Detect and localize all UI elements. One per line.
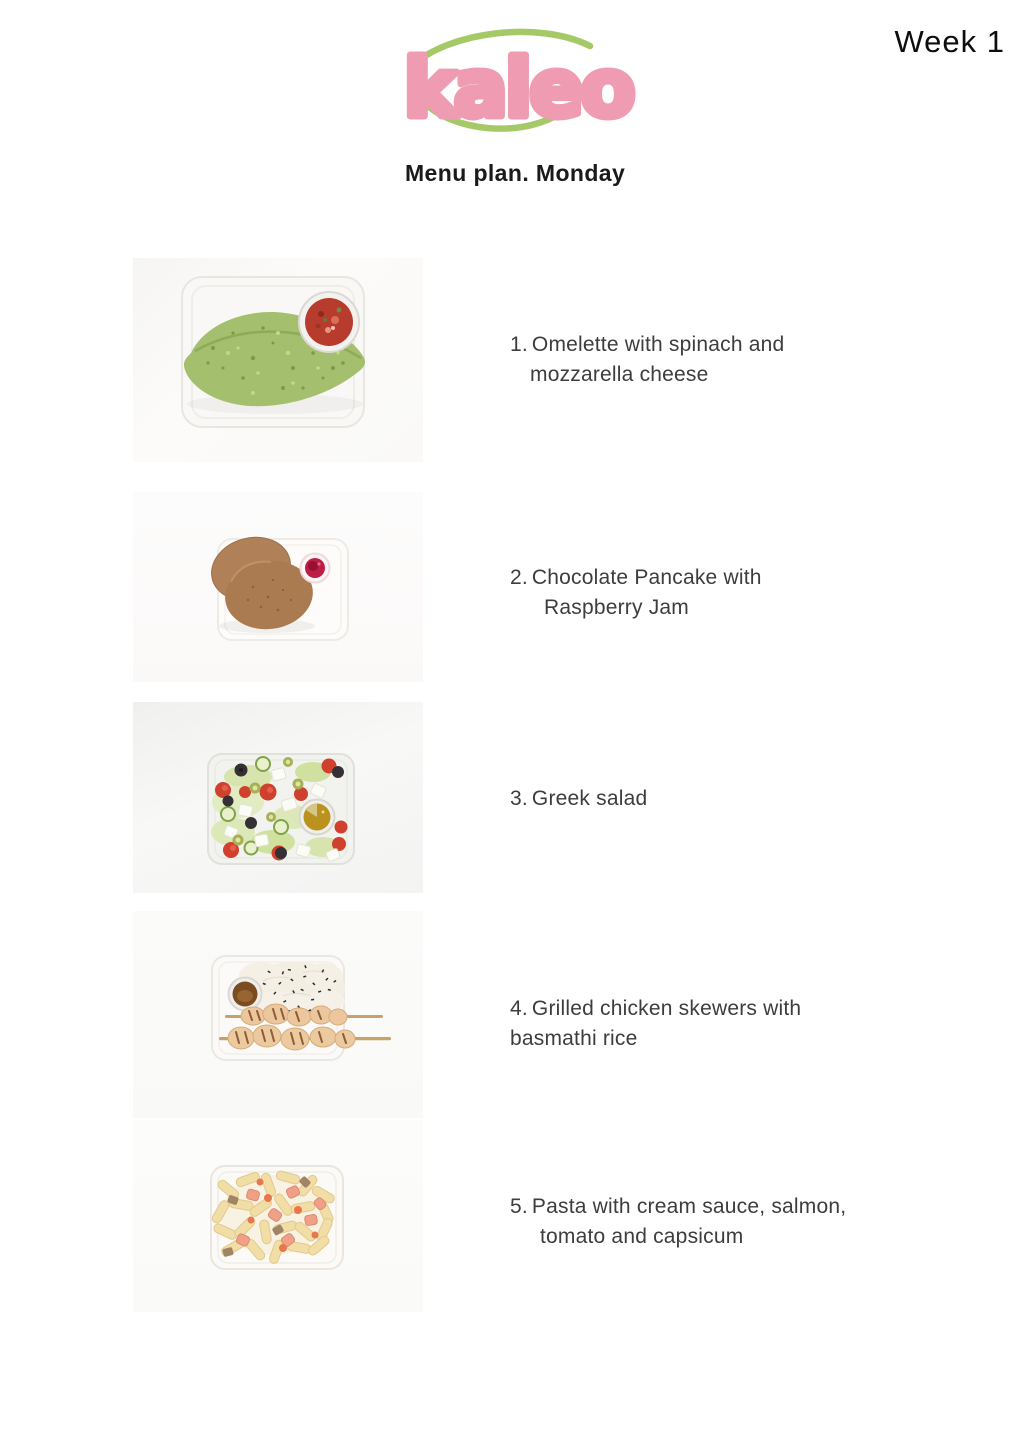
menu-item-1-line1: 1. Omelette with spinach and [510, 333, 785, 356]
page-title: Menu plan. Monday [405, 160, 626, 186]
menu-item-1-line2: mozzarella cheese [530, 363, 709, 386]
sauce-cup [229, 978, 262, 1011]
salsa-cup [299, 292, 359, 352]
photo-chicken-skewers [133, 911, 423, 1118]
chicken-skewers-photo [133, 911, 423, 1118]
photo-greek-salad [133, 702, 423, 893]
menu-item-2-line2: Raspberry Jam [544, 596, 689, 619]
photo-pasta [133, 1120, 423, 1312]
menu-item-2-number: 2. [510, 566, 528, 589]
chocolate-pancakes-photo [133, 492, 423, 682]
menu-item-4 [510, 994, 970, 1054]
menu-item-1-number: 1. [510, 333, 528, 356]
menu-item-5 [510, 1192, 970, 1252]
kaleo-logo [388, 14, 658, 148]
photo-omelette [133, 258, 423, 462]
menu-item-4-line1: 4. Grilled chicken skewers with [510, 997, 802, 1020]
menu-item-5-line1: 5. Pasta with cream sauce, salmon, [510, 1195, 847, 1218]
menu-item-5-line2: tomato and capsicum [540, 1225, 744, 1248]
menu-item-1 [510, 330, 970, 390]
menu-item-2-line1: 2. Chocolate Pancake with [510, 566, 762, 589]
menu-item-2 [510, 563, 970, 623]
greek-salad-photo [133, 702, 423, 893]
menu-item-5-number: 5. [510, 1195, 528, 1218]
week-label: Week 1 [894, 24, 1005, 59]
menu-item-3 [510, 784, 970, 814]
olive-oil-cup [300, 800, 335, 835]
menu-item-3-line1: 3. Greek salad [510, 787, 648, 810]
menu-item-4-number: 4. [510, 997, 528, 1020]
spinach-omelette-photo [133, 258, 423, 462]
salmon-pasta-photo [133, 1120, 423, 1312]
photo-pancakes [133, 492, 423, 682]
raspberry-jam-cup [301, 554, 330, 583]
menu-item-4-line2: basmathi rice [510, 1027, 638, 1050]
logo-wordmark: kaleo [403, 42, 633, 135]
menu-item-3-number: 3. [510, 787, 528, 810]
